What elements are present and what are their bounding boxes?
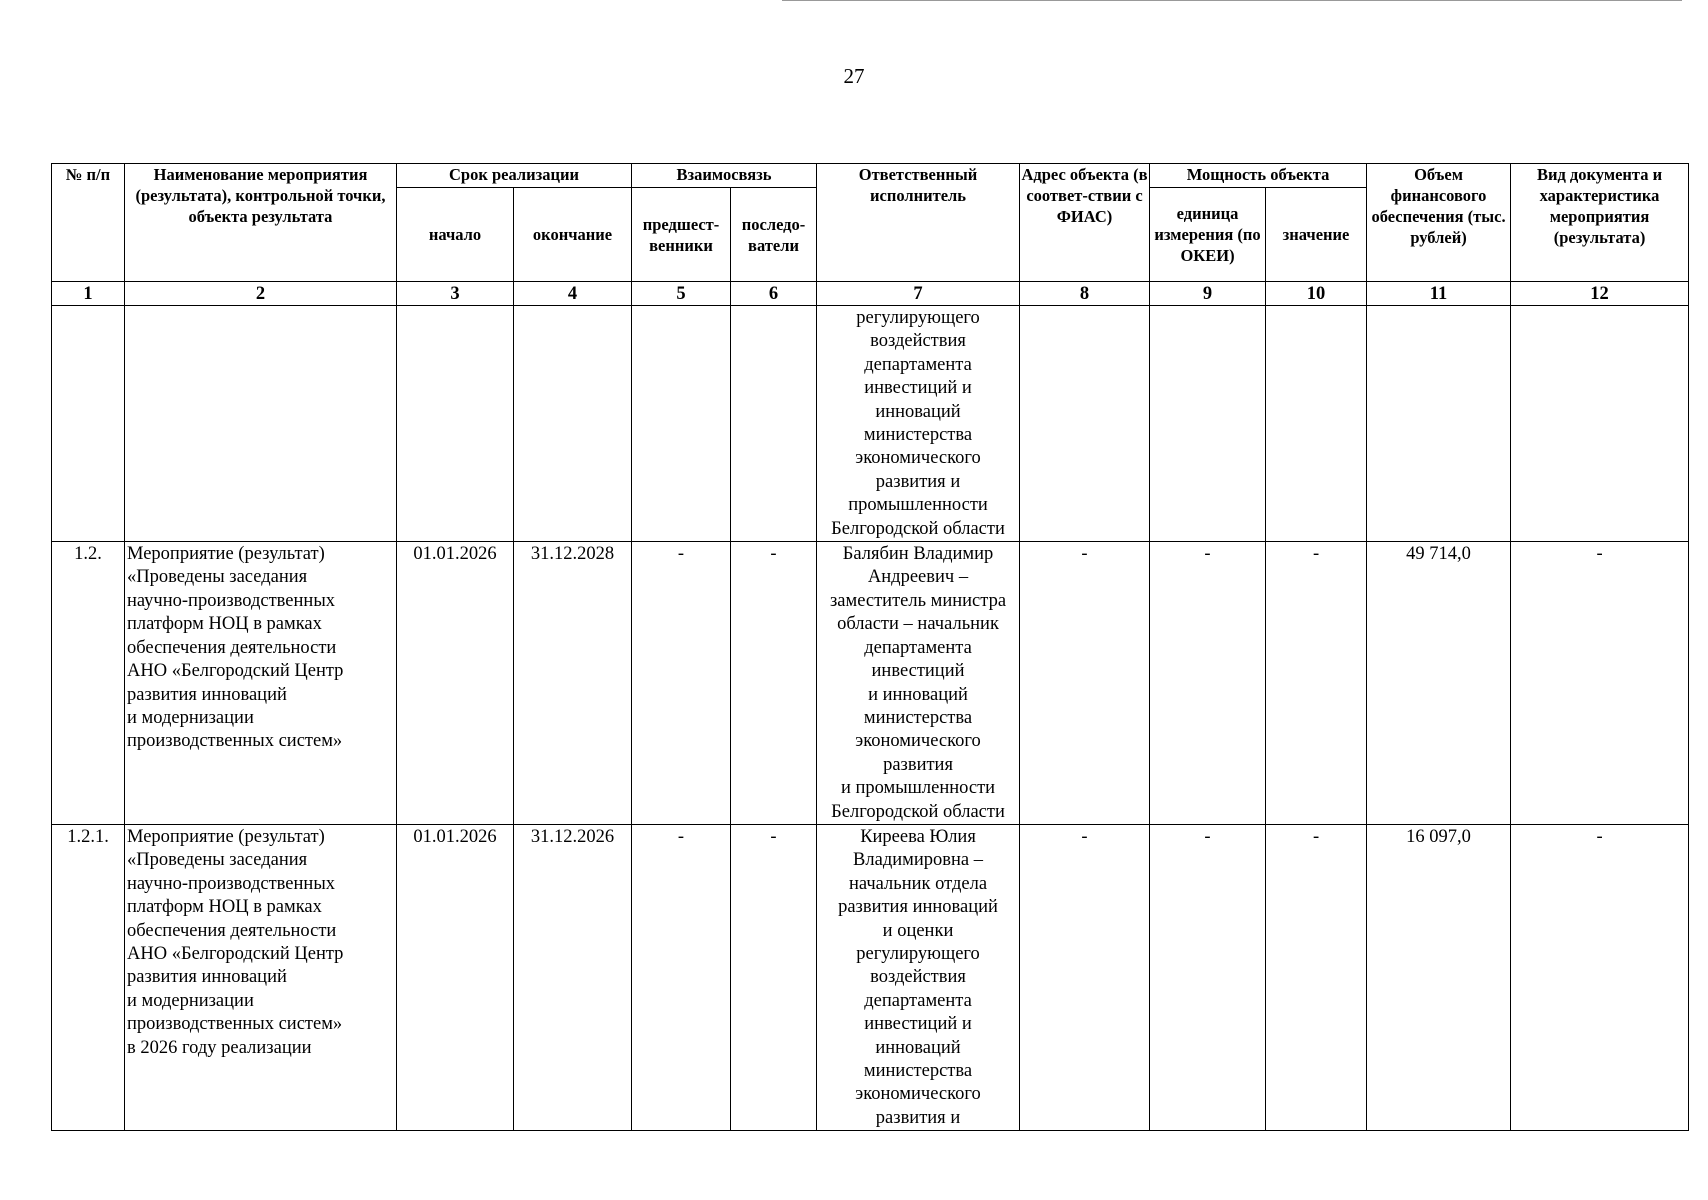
row-num: 1.2. (52, 542, 125, 825)
column-number: 4 (514, 282, 632, 306)
row-next: - (731, 542, 817, 825)
column-number: 3 (397, 282, 514, 306)
cell-line: Белгородской области (831, 518, 1005, 539)
cell-line: Белгородской области (831, 801, 1005, 822)
cell-line: в 2026 году реализации (127, 1037, 312, 1058)
row-unit: - (1150, 824, 1266, 1130)
header-capacity: Мощность объекта (1150, 164, 1367, 188)
cell-line: департамента (864, 637, 972, 658)
column-number: 5 (632, 282, 731, 306)
row-start: 01.01.2026 (397, 824, 514, 1130)
cell-line: начальник отдела (848, 873, 988, 894)
cell-line: развития (883, 754, 953, 775)
row-finance (1367, 306, 1511, 542)
cell-line: регулирующего (856, 943, 980, 964)
header-period-start: начало (397, 188, 514, 282)
column-numbers-row (52, 282, 1689, 306)
column-number: 1 (52, 282, 125, 306)
row-value: - (1266, 542, 1367, 825)
row-value (1266, 306, 1367, 542)
cell-line: Мероприятие (результат) (127, 544, 325, 565)
cell-line: инвестиций и (864, 1014, 972, 1035)
row-next (731, 306, 817, 542)
cell-line: министерства (863, 1061, 973, 1081)
header-capacity-value: значение (1266, 188, 1367, 282)
row-unit: - (1150, 542, 1266, 825)
row-doc: - (1511, 542, 1689, 825)
cell-line: АНО «Белгородский Центр (127, 661, 344, 682)
row-responsible (817, 824, 1020, 1130)
cell-line: экономического (855, 731, 981, 752)
cell-line: департамента (864, 354, 972, 375)
row-unit (1150, 306, 1266, 542)
column-number: 11 (1367, 282, 1511, 306)
cell-line: развития и (875, 1107, 961, 1128)
cell-line: научно-производственных (127, 590, 335, 611)
cell-line: департамента (864, 990, 972, 1011)
row-name (125, 542, 397, 825)
cell-line: Андреевич – (867, 567, 969, 588)
column-number: 2 (125, 282, 397, 306)
cell-line: воздействия (870, 967, 966, 988)
cell-line: инноваций (875, 401, 961, 422)
cell-line: министерства (863, 707, 973, 728)
cell-line: инноваций (875, 1037, 961, 1058)
cell-line: регулирующего (856, 308, 980, 328)
cell-line: Киреева Юлия (860, 826, 976, 847)
row-name (125, 824, 397, 1130)
cell-line: министерства (863, 425, 973, 446)
top-rule (782, 0, 1682, 1)
cell-line: экономического (855, 1084, 981, 1105)
row-prev (632, 306, 731, 542)
cell-line: воздействия (870, 331, 966, 352)
cell-line: развития инноваций (127, 684, 287, 705)
row-num (52, 306, 125, 542)
header-period: Срок реализации (397, 164, 632, 188)
row-prev: - (632, 542, 731, 825)
row-doc (1511, 306, 1689, 542)
column-number: 10 (1266, 282, 1367, 306)
row-name (125, 306, 397, 542)
row-responsible (817, 306, 1020, 542)
row-address: - (1020, 542, 1150, 825)
cell-line: развития инноваций (127, 967, 287, 988)
header-period-end: окончание (514, 188, 632, 282)
row-value: - (1266, 824, 1367, 1130)
header-address: Адрес объекта (в соответ-ствии с ФИАС) (1020, 164, 1150, 282)
cell-line: области – начальник (837, 614, 999, 635)
cell-line: Мероприятие (результат) (127, 826, 325, 847)
plan-table (51, 163, 1689, 1131)
row-address (1020, 306, 1150, 542)
cell-line: развития и (875, 471, 961, 492)
row-end (514, 306, 632, 542)
cell-line: АНО «Белгородский Центр (127, 943, 344, 964)
row-responsible (817, 542, 1020, 825)
header-responsible: Ответственный исполнитель (817, 164, 1020, 282)
table-row (52, 306, 1689, 542)
header-row-1 (52, 164, 1689, 188)
row-finance: 16 097,0 (1367, 824, 1511, 1130)
cell-line: и модернизации (127, 707, 254, 728)
cell-line: промышленности (848, 495, 988, 516)
cell-line: платформ НОЦ в рамках (127, 897, 322, 918)
cell-line: и модернизации (127, 990, 254, 1011)
table-row (52, 542, 1689, 825)
table-row (52, 824, 1689, 1130)
header-finance: Объем финансового обеспечения (тыс. рублей) (1367, 164, 1511, 282)
column-number: 12 (1511, 282, 1689, 306)
header-link-next: последо-ватели (731, 188, 817, 282)
column-number: 7 (817, 282, 1020, 306)
cell-line: заместитель министра (829, 590, 1007, 611)
cell-line: производственных систем» (127, 1014, 343, 1035)
row-doc: - (1511, 824, 1689, 1130)
row-start: 01.01.2026 (397, 542, 514, 825)
cell-line: инвестиций и (864, 378, 972, 399)
header-doc-type: Вид документа и характеристика мероприятия (результата) (1511, 164, 1689, 282)
row-prev: - (632, 824, 731, 1130)
cell-line: производственных систем» (127, 731, 343, 752)
row-address: - (1020, 824, 1150, 1130)
header-link-prev: предшест-венники (632, 188, 731, 282)
cell-line: развития инноваций (838, 897, 998, 918)
cell-line: научно-производственных (127, 873, 335, 894)
row-end: 31.12.2028 (514, 542, 632, 825)
cell-line: платформ НОЦ в рамках (127, 614, 322, 635)
column-number: 9 (1150, 282, 1266, 306)
cell-line: и оценки (882, 920, 954, 941)
cell-line: обеспечения деятельности (127, 920, 337, 941)
cell-line: и инноваций (868, 684, 968, 705)
page-number: 27 (843, 64, 865, 88)
cell-line: Балябин Владимир (842, 544, 994, 565)
cell-line: «Проведены заседания (127, 567, 308, 588)
row-next: - (731, 824, 817, 1130)
cell-line: обеспечения деятельности (127, 637, 337, 658)
row-num: 1.2.1. (52, 824, 125, 1130)
cell-line: экономического (855, 448, 981, 469)
cell-line: «Проведены заседания (127, 850, 308, 871)
cell-line: инвестиций (871, 661, 965, 682)
header-capacity-unit: единица измерения (по ОКЕИ) (1150, 188, 1266, 282)
cell-line: и промышленности (840, 778, 996, 799)
column-number: 8 (1020, 282, 1150, 306)
row-finance: 49 714,0 (1367, 542, 1511, 825)
header-name: Наименование мероприятия (результата), контрольной точки, объекта результата (125, 164, 397, 282)
header-link: Взаимосвязь (632, 164, 817, 188)
column-number: 6 (731, 282, 817, 306)
header-num: № п/п (52, 164, 125, 282)
row-start (397, 306, 514, 542)
cell-line: Владимировна – (853, 850, 983, 871)
row-end: 31.12.2026 (514, 824, 632, 1130)
